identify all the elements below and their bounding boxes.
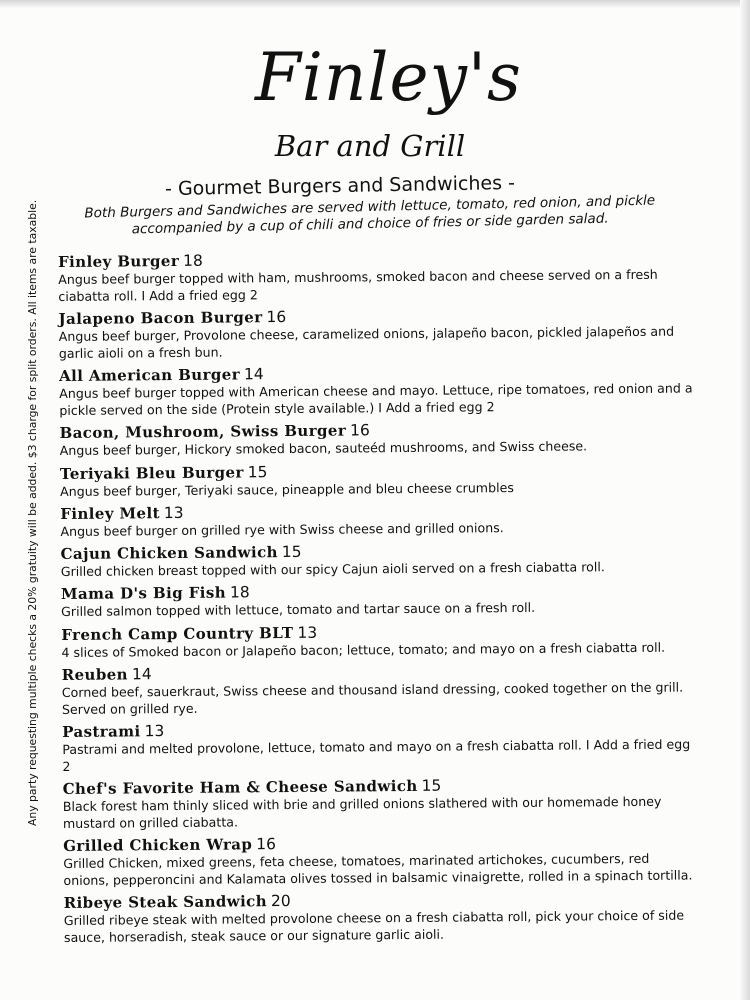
menu-item xyxy=(58,247,693,305)
menu-item-price: 15 xyxy=(247,462,268,481)
menu-item-price: 16 xyxy=(256,835,277,854)
menu-item-description: Corned beef, sauerkraut, Swiss cheese and thousand island dressing, cooked together on the grill. Served on grilled rye. xyxy=(61,679,684,717)
menu-items-list xyxy=(58,247,699,951)
menu-item xyxy=(61,540,696,581)
menu-item-name: Grilled Chicken Wrap xyxy=(63,835,253,856)
menu-item-name: Reuben xyxy=(61,665,129,685)
section-title: - Gourmet Burgers and Sandwiches - xyxy=(164,171,516,201)
menu-item-description: Angus beef burger topped with ham, mushrooms, smoked bacon and cheese served on a fresh ciabatta roll. I Add a fried egg 2 xyxy=(58,266,658,304)
menu-item-name: Jalapeno Bacon Burger xyxy=(58,308,263,329)
menu-item-name: Cajun Chicken Sandwich xyxy=(60,543,278,564)
menu-item xyxy=(61,580,696,621)
menu-item-name: Chef's Favorite Ham & Cheese Sandwich xyxy=(62,777,418,799)
menu-item xyxy=(61,620,696,661)
menu-item-name: Finley Melt xyxy=(60,503,160,523)
menu-item-description: 4 slices of Smoked bacon or Jalapeño bacon; lettuce, tomato; and mayo on a fresh ciabatta roll. xyxy=(61,639,666,660)
menu-item xyxy=(59,362,694,420)
menu-item-name: French Camp Country BLT xyxy=(61,623,294,644)
menu-item-price: 13 xyxy=(163,503,184,522)
menu-item xyxy=(60,459,695,500)
section-intro: Both Burgers and Sandwiches are served with lettuce, tomato, red onion, and pickle accompanied by a cup of chili and choice of fries or side garden salad. xyxy=(84,192,656,238)
menu-item-price: 14 xyxy=(243,365,264,384)
menu-item xyxy=(63,775,698,833)
menu-item xyxy=(62,661,697,719)
gratuity-note: Any party requesting multiple checks a 20% gratuity will be added. $3 charge for split orders. All items are taxable. xyxy=(26,199,39,826)
menu-item-description: Angus beef burger, Provolone cheese, caramelized onions, jalapeño bacon, pickled jalapeños and garlic aioli on a fresh bun. xyxy=(58,323,675,361)
menu-item xyxy=(62,718,697,776)
page-shadow-top xyxy=(0,0,750,8)
page-shadow-right xyxy=(740,0,750,1000)
menu-item-price: 15 xyxy=(281,543,302,562)
menu-item-name: Bacon, Mushroom, Swiss Burger xyxy=(59,421,347,443)
menu-item-description: Pastrami and melted provolone, lettuce, tomato and mayo on a fresh ciabatta roll. I Add a fried egg 2 xyxy=(62,736,691,774)
menu-item-price: 13 xyxy=(144,722,165,741)
menu-item-name: Mama D's Big Fish xyxy=(60,584,227,604)
menu-item xyxy=(63,832,698,890)
menu-item-description: Angus beef burger topped with American cheese and mayo. Lettuce, ripe tomatoes, red onion and a pickle served on the side (Protein style available.) I Add a fried egg 2 xyxy=(59,380,693,418)
menu-item-description: Angus beef burger on grilled rye with Swiss cheese and grilled onions. xyxy=(60,519,504,539)
menu-item-description: Black forest ham thinly sliced with brie and grilled onions slathered with our homemade honey mustard on grilled ciabatta. xyxy=(62,794,662,832)
menu-item-name: Finley Burger xyxy=(58,251,180,271)
menu-item-price: 16 xyxy=(350,421,370,440)
menu-item-price: 18 xyxy=(183,251,203,270)
restaurant-tagline: Bar and Grill xyxy=(274,129,466,163)
menu-item-price: 16 xyxy=(266,308,287,327)
menu-item-description: Grilled salmon topped with lettuce, tomato and tartar sauce on a fresh roll. xyxy=(61,600,536,620)
restaurant-logo: Finley's xyxy=(255,39,522,116)
menu-item-description: Grilled chicken breast topped with our spicy Cajun aioli served on a fresh ciabatta roll. xyxy=(60,559,605,580)
menu-item-price: 13 xyxy=(297,623,318,642)
menu-item-price: 15 xyxy=(421,776,442,796)
menu-item-name: Ribeye Steak Sandwich xyxy=(63,892,268,913)
menu-item-name: Pastrami xyxy=(62,722,141,742)
menu-item xyxy=(59,419,694,460)
menu-item xyxy=(64,889,699,947)
menu-item-description: Angus beef burger, Hickory smoked bacon, sauteéd mushrooms, and Swiss cheese. xyxy=(59,438,588,459)
menu-item-description: Grilled ribeye steak with melted provolone cheese on a fresh ciabatta roll, pick your choice of side sauce, horseradish, steak sauce or our signature garlic aioli. xyxy=(63,907,685,946)
menu-item-price: 18 xyxy=(229,583,250,602)
menu-item-name: All American Burger xyxy=(58,365,241,386)
menu-item xyxy=(60,499,695,540)
menu-item xyxy=(58,305,693,363)
menu-item-description: Grilled Chicken, mixed greens, feta cheese, tomatoes, marinated artichokes, cucumbers, red onions, pepperoncini and Kalamata olives tossed in balsamic vinaigrette, rolled in a spinach tortilla. xyxy=(63,851,693,889)
menu-item-price: 20 xyxy=(270,892,291,911)
menu-item-description: Angus beef burger, Teriyaki sauce, pineapple and bleu cheese crumbles xyxy=(60,479,514,499)
menu-item-name: Teriyaki Bleu Burger xyxy=(59,462,244,483)
menu-item-price: 14 xyxy=(131,665,152,684)
